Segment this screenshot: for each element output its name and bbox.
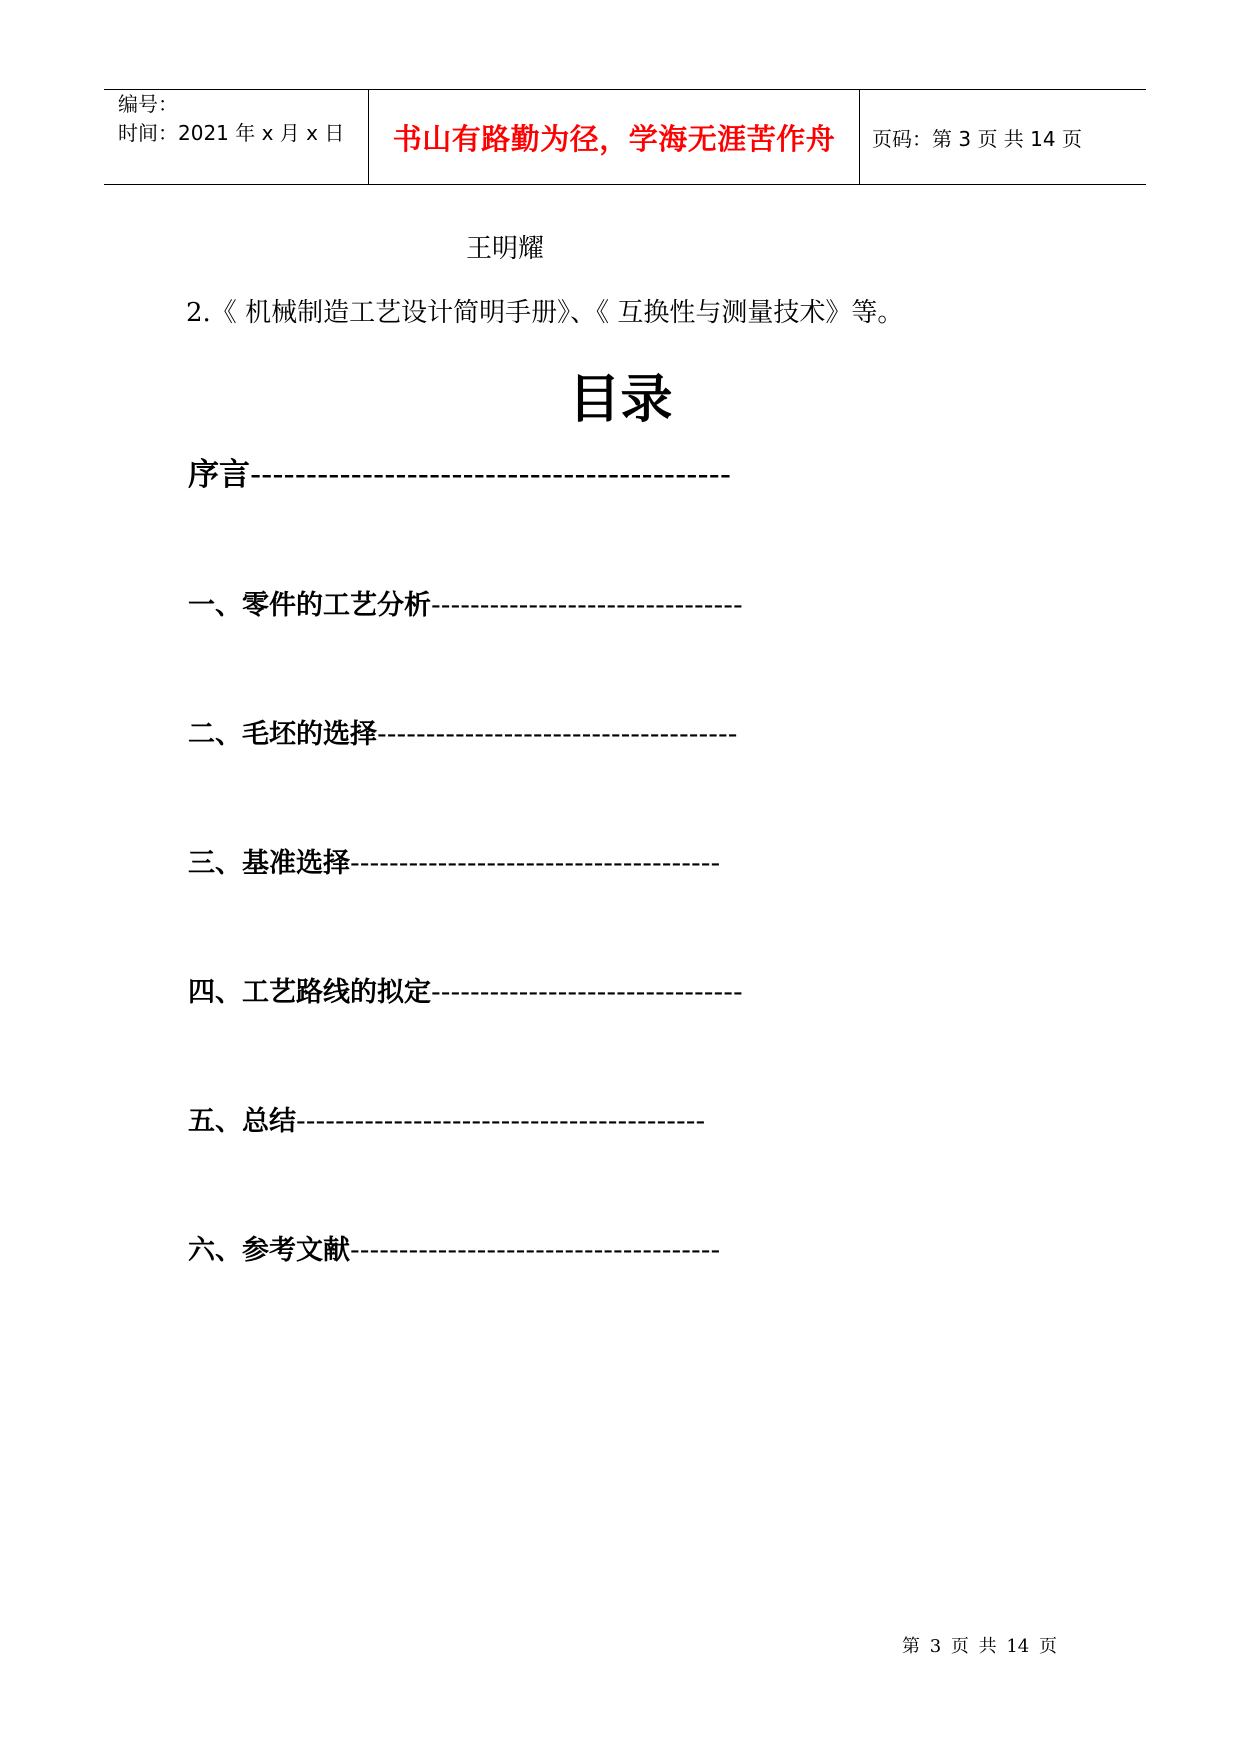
toc-item-part-analysis — [188, 583, 743, 622]
toc-title: 目录 — [568, 370, 673, 430]
toc-item-label: 五、总结 — [188, 1106, 296, 1137]
header-left-cell — [104, 90, 369, 184]
toc-leader: -------------------------------------- — [350, 1235, 721, 1266]
toc-item-datum-selection — [188, 841, 720, 880]
toc-item-references — [188, 1228, 720, 1267]
toc-item-label: 一、零件的工艺分析 — [188, 590, 431, 621]
toc-leader: ------------------------------------- — [377, 719, 738, 750]
toc-item-label: 四、工艺路线的拟定 — [188, 977, 431, 1008]
header-page-code: 页码：第 3 页 共 14 页 — [872, 126, 1082, 151]
document-number-label: 编号： — [118, 92, 178, 116]
reference-author: 王明耀 — [466, 234, 545, 264]
toc-leader: ------------------------------------------ — [296, 1106, 706, 1137]
toc-leader: -------------------------------- — [431, 590, 743, 621]
toc-item-label: 二、毛坯的选择 — [188, 719, 377, 750]
header-table — [104, 89, 1146, 185]
toc-item-label: 三、基准选择 — [188, 848, 350, 879]
toc-leader: ------------------------------------------- — [250, 457, 731, 493]
toc-leader: -------------------------------------- — [350, 848, 721, 879]
header-motto: 书山有路勤为径，学海无涯苦作舟 — [392, 121, 836, 156]
toc-item-label: 序言 — [188, 457, 250, 493]
reference-item-2: 2.《 机械制造工艺设计简明手册》、《 互换性与测量技术》等。 — [186, 298, 904, 328]
toc-item-label: 六、参考文献 — [188, 1235, 350, 1266]
header-right-cell — [860, 90, 1146, 184]
toc-item-preface — [188, 449, 731, 494]
toc-item-summary — [188, 1099, 705, 1138]
toc-item-process-route — [188, 970, 743, 1009]
page-footer: 第 3 页 共 14 页 — [902, 1636, 1057, 1657]
toc-leader: -------------------------------- — [431, 977, 743, 1008]
document-time-label: 时间：2021 年 x 月 x 日 — [118, 121, 345, 145]
header-middle-cell — [369, 90, 860, 184]
toc-item-blank-selection — [188, 712, 737, 751]
